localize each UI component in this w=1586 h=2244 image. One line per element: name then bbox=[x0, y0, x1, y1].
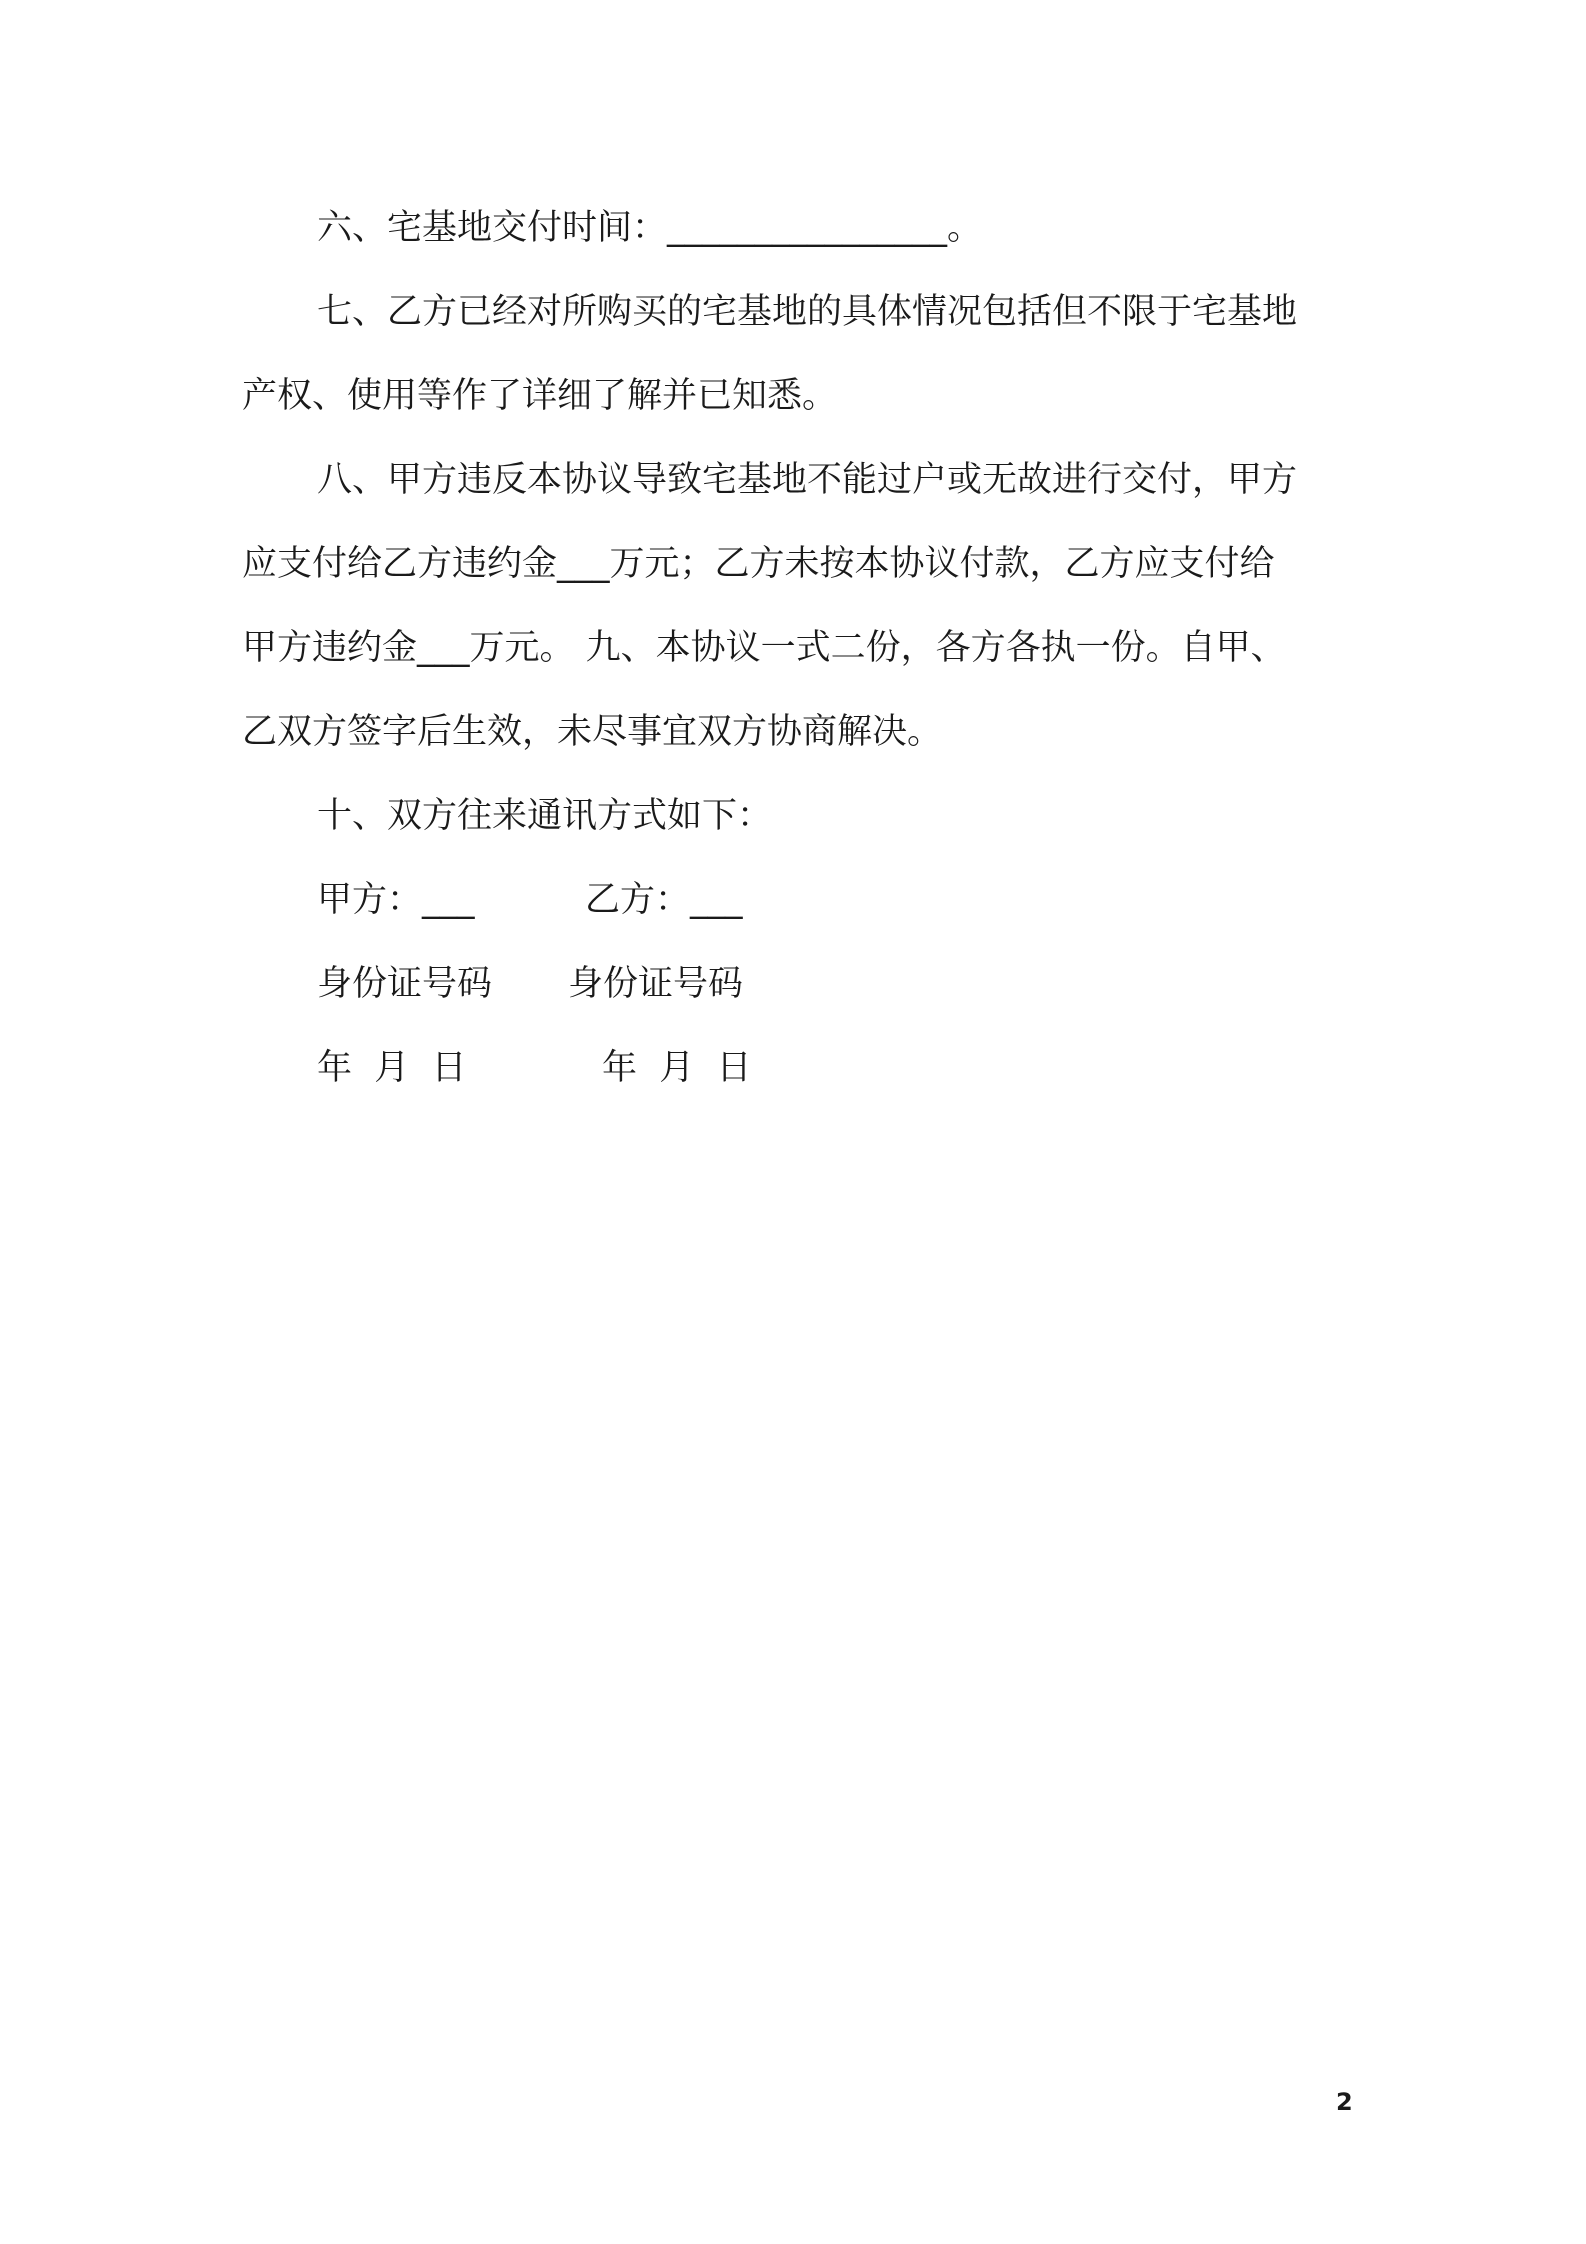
clause-eight-line-3: 甲方违约金___万元。 九、本协议一式二份，各方各执一份。自甲、 bbox=[242, 628, 1286, 668]
page-number: 2 bbox=[1336, 2088, 1353, 2116]
party-a-date: 年 月 日 bbox=[317, 1048, 467, 1088]
party-b-date: 年 月 日 bbox=[602, 1048, 752, 1088]
party-b-label: 乙方：___ bbox=[585, 880, 743, 920]
party-a-id-label: 身份证号码 bbox=[317, 964, 493, 1004]
clause-eight-line-2: 应支付给乙方违约金___万元；乙方未按本协议付款，乙方应支付给 bbox=[242, 544, 1275, 584]
clause-seven-line-1: 七、乙方已经对所购买的宅基地的具体情况包括但不限于宅基地 bbox=[317, 292, 1298, 332]
clause-ten bbox=[242, 774, 1360, 858]
clause-six-text: 六、宅基地交付时间：________________。 bbox=[317, 208, 983, 248]
clause-ten-text: 十、双方往来通讯方式如下： bbox=[317, 796, 773, 836]
clause-eight-line-1: 八、甲方违反本协议导致宅基地不能过户或无故进行交付，甲方 bbox=[317, 460, 1298, 500]
party-a-label: 甲方：___ bbox=[317, 880, 475, 920]
clause-eight-nine bbox=[242, 438, 1360, 774]
clause-seven-line-2: 产权、使用等作了详细了解并已知悉。 bbox=[242, 376, 838, 416]
clause-six bbox=[242, 186, 1360, 270]
party-b-id-label: 身份证号码 bbox=[568, 964, 744, 1004]
clause-eight-line-4: 乙双方签字后生效，未尽事宜双方协商解决。 bbox=[242, 712, 943, 752]
clause-seven bbox=[242, 270, 1360, 438]
